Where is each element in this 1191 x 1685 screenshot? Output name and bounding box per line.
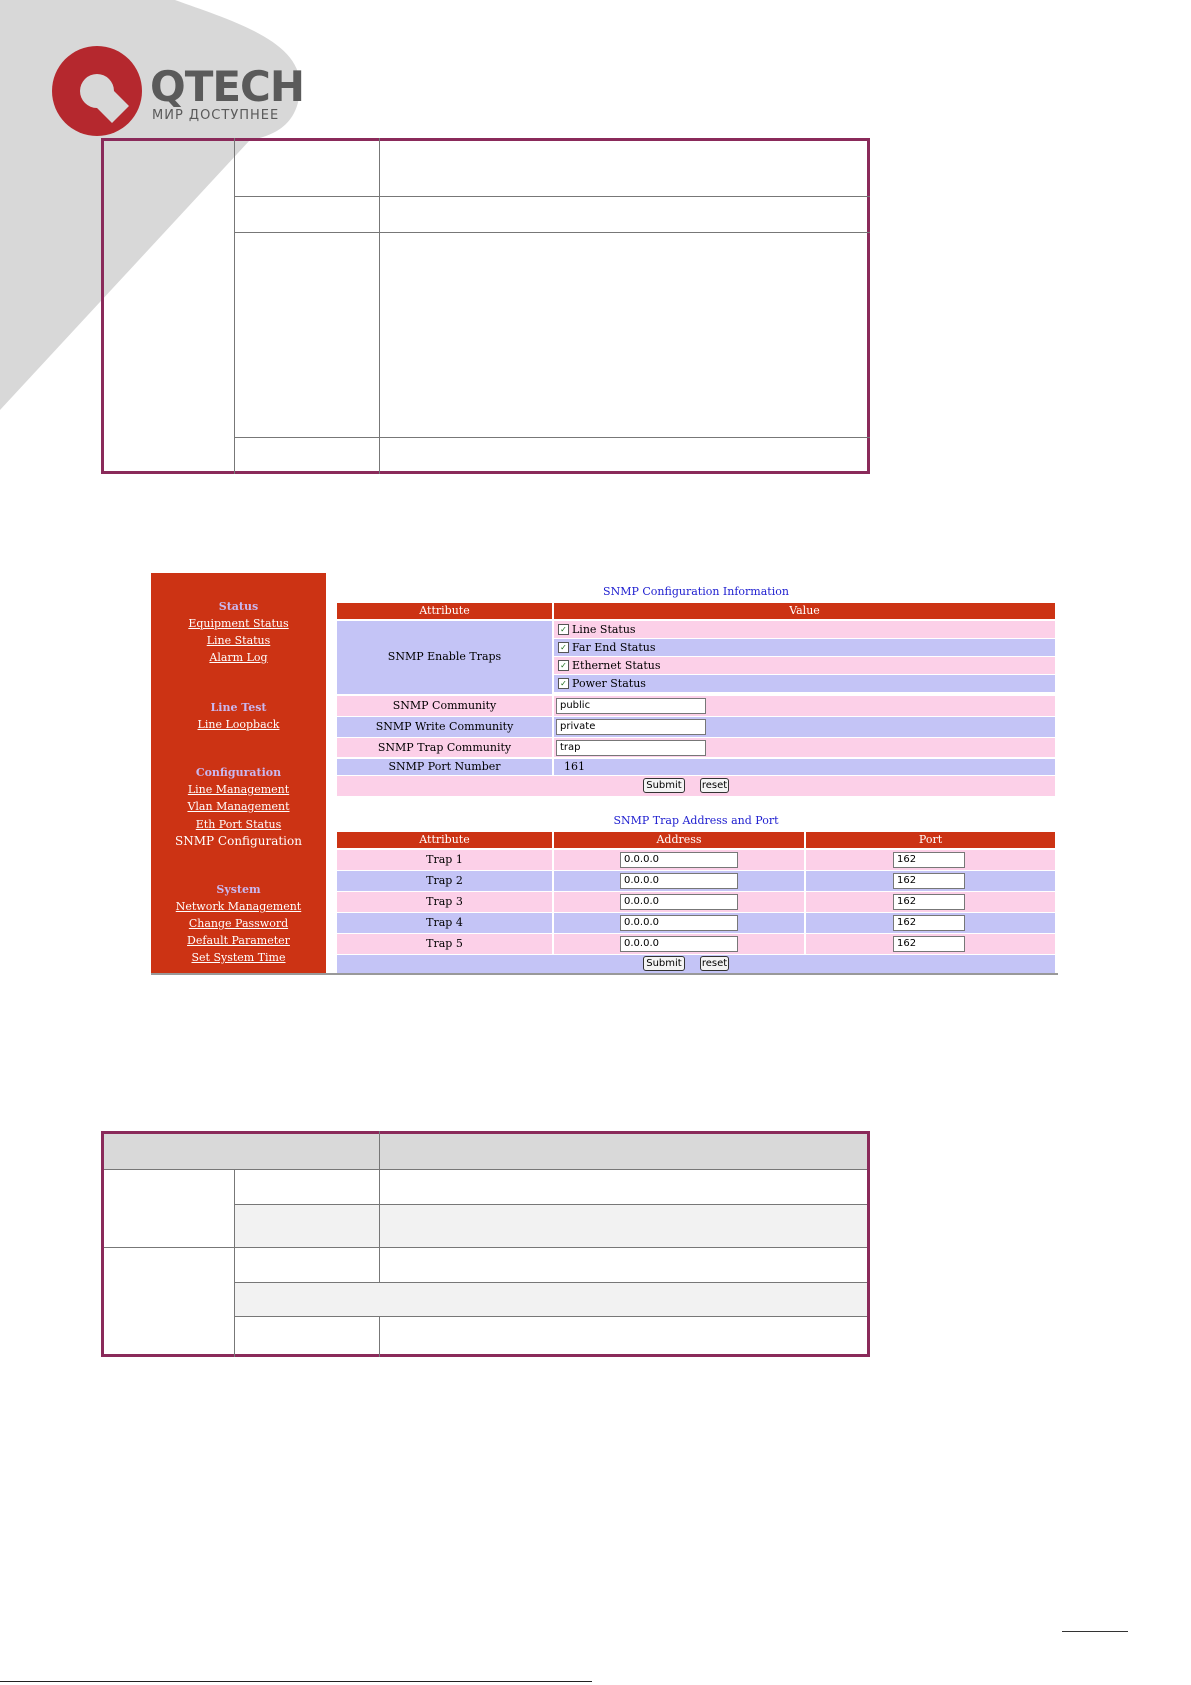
table-col-divider xyxy=(379,138,380,474)
checkbox[interactable]: ✓ xyxy=(558,642,569,653)
trap-address-input[interactable]: 0.0.0.0 xyxy=(620,894,738,910)
trap-label: Trap 3 xyxy=(426,895,463,908)
table-row xyxy=(337,934,552,954)
sidebar-link-snmp-configuration[interactable]: SNMP Configuration xyxy=(175,834,302,848)
table-cell xyxy=(806,850,1055,870)
trap-table-title: SNMP Trap Address and Port xyxy=(613,814,779,827)
sidebar-heading-configuration: Configuration xyxy=(195,766,282,779)
snmp-config-title: SNMP Configuration Information xyxy=(603,585,789,598)
trap-community-value-cell xyxy=(554,738,1055,757)
community-label-cell xyxy=(337,696,552,716)
doc-table-bottom xyxy=(101,1131,870,1357)
sidebar-link-vlan-management[interactable]: Vlan Management xyxy=(187,800,290,813)
write-community-input[interactable]: private xyxy=(556,719,706,735)
snmp-config-screenshot xyxy=(151,573,1058,975)
sidebar-link-line-management[interactable]: Line Management xyxy=(187,783,290,796)
table-col-divider xyxy=(234,1169,235,1357)
sidebar-link-default-parameter[interactable]: Default Parameter xyxy=(187,934,290,947)
trap-port-input[interactable]: 162 xyxy=(893,936,965,952)
table-row xyxy=(337,913,552,933)
checkbox-label: Power Status xyxy=(572,677,646,690)
port-number-label: SNMP Port Number xyxy=(388,760,501,773)
table-row-line xyxy=(104,1169,867,1170)
screenshot-bottom-border xyxy=(151,973,1058,975)
table-row-shaded xyxy=(380,1205,867,1247)
reset-button[interactable]: reset xyxy=(701,780,728,791)
sidebar-link-change-password[interactable]: Change Password xyxy=(188,917,289,930)
doc-table-top xyxy=(101,138,870,474)
table-cell xyxy=(554,850,804,870)
trap-community-input[interactable]: trap xyxy=(556,740,706,756)
trap-header-attribute: Attribute xyxy=(337,832,552,848)
sidebar-heading-line-test: Line Test xyxy=(210,701,267,714)
trap-header-port: Port xyxy=(806,832,1055,848)
port-number-label-cell xyxy=(337,759,552,775)
trap-address-input[interactable]: 0.0.0.0 xyxy=(620,915,738,931)
enable-traps-label-cell xyxy=(337,621,552,694)
trap-address-input[interactable]: 0.0.0.0 xyxy=(620,873,738,889)
table-cell xyxy=(806,913,1055,933)
table-cell xyxy=(554,892,804,912)
footer-rule xyxy=(0,1681,592,1682)
port-number-value-cell xyxy=(554,759,1055,775)
trap-line-status-row xyxy=(554,621,1055,638)
write-community-value-cell xyxy=(554,717,1055,737)
trap-ethernet-status-row xyxy=(554,657,1055,674)
table-row xyxy=(337,892,552,912)
trap-port-input[interactable]: 162 xyxy=(893,894,965,910)
checkbox[interactable]: ✓ xyxy=(558,660,569,671)
table-row-line xyxy=(234,1316,867,1317)
checkbox-label: Far End Status xyxy=(572,641,656,654)
header-value: Value xyxy=(554,603,1055,619)
community-label: SNMP Community xyxy=(392,699,497,712)
trap-label: Trap 5 xyxy=(426,937,463,950)
trap-community-label-cell xyxy=(337,738,552,757)
write-community-label: SNMP Write Community xyxy=(375,720,514,733)
enable-traps-label: SNMP Enable Traps xyxy=(387,650,502,663)
port-number-value: 161 xyxy=(564,760,585,773)
checkbox-label: Line Status xyxy=(572,623,636,636)
table-cell xyxy=(554,934,804,954)
snmp-config-actions xyxy=(337,776,1055,796)
table-col-divider xyxy=(234,138,235,474)
write-community-label-cell xyxy=(337,717,552,737)
table-row xyxy=(337,850,552,870)
community-value-cell xyxy=(554,696,1055,716)
table-row-line xyxy=(234,437,870,438)
table-row-line xyxy=(234,232,870,233)
trap-table-actions xyxy=(337,955,1055,973)
trap-power-status-row xyxy=(554,675,1055,692)
sidebar-heading-system: System xyxy=(216,883,261,896)
table-cell xyxy=(806,892,1055,912)
table-row-shaded xyxy=(235,1283,867,1316)
table-row-shaded xyxy=(235,1205,379,1247)
header-attribute: Attribute xyxy=(337,603,552,619)
table-row xyxy=(337,871,552,891)
sidebar-heading-status: Status xyxy=(218,600,259,613)
table-row-line xyxy=(234,1282,867,1283)
trap-port-input[interactable]: 162 xyxy=(893,852,965,868)
trap-community-label: SNMP Trap Community xyxy=(377,741,512,754)
sidebar-link-line-loopback[interactable]: Line Loopback xyxy=(197,718,280,731)
trap-address-input[interactable]: 0.0.0.0 xyxy=(620,852,738,868)
sidebar-link-network-management[interactable]: Network Management xyxy=(175,900,302,913)
sidebar-link-line-status[interactable]: Line Status xyxy=(206,634,271,647)
submit-button[interactable]: Submit xyxy=(643,778,685,793)
trap-address-input[interactable]: 0.0.0.0 xyxy=(620,936,738,952)
sidebar-link-equipment-status[interactable]: Equipment Status xyxy=(188,617,289,630)
table-row-line xyxy=(104,1247,867,1248)
trap-submit-button[interactable]: Submit xyxy=(643,956,685,971)
table-cell xyxy=(806,934,1055,954)
logo-brand: QTECH xyxy=(150,62,305,111)
trap-label: Trap 2 xyxy=(426,874,463,887)
table-cell xyxy=(806,871,1055,891)
logo-icon xyxy=(52,46,142,136)
page-number-line xyxy=(1062,1631,1128,1632)
trap-port-input[interactable]: 162 xyxy=(893,873,965,889)
table-header-band xyxy=(104,1134,867,1169)
trap-port-input[interactable]: 162 xyxy=(893,915,965,931)
trap-reset-button[interactable]: reset xyxy=(701,958,728,969)
sidebar xyxy=(151,573,326,975)
trap-label: Trap 4 xyxy=(426,916,463,929)
table-cell xyxy=(554,913,804,933)
trap-header-address: Address xyxy=(554,832,804,848)
checkbox-label: Ethernet Status xyxy=(572,659,661,672)
logo-tagline: МИР ДОСТУПНЕЕ xyxy=(152,108,280,123)
checkbox[interactable]: ✓ xyxy=(558,678,569,689)
trap-far-end-status-row xyxy=(554,639,1055,656)
checkbox[interactable]: ✓ xyxy=(558,624,569,635)
table-row-line xyxy=(234,196,870,197)
sidebar-link-alarm-log[interactable]: Alarm Log xyxy=(209,651,268,664)
community-input[interactable]: public xyxy=(556,698,706,714)
sidebar-link-set-system-time[interactable]: Set System Time xyxy=(191,951,286,964)
sidebar-link-eth-port-status[interactable]: Eth Port Status xyxy=(195,818,282,831)
table-cell xyxy=(554,871,804,891)
trap-label: Trap 1 xyxy=(426,853,463,866)
